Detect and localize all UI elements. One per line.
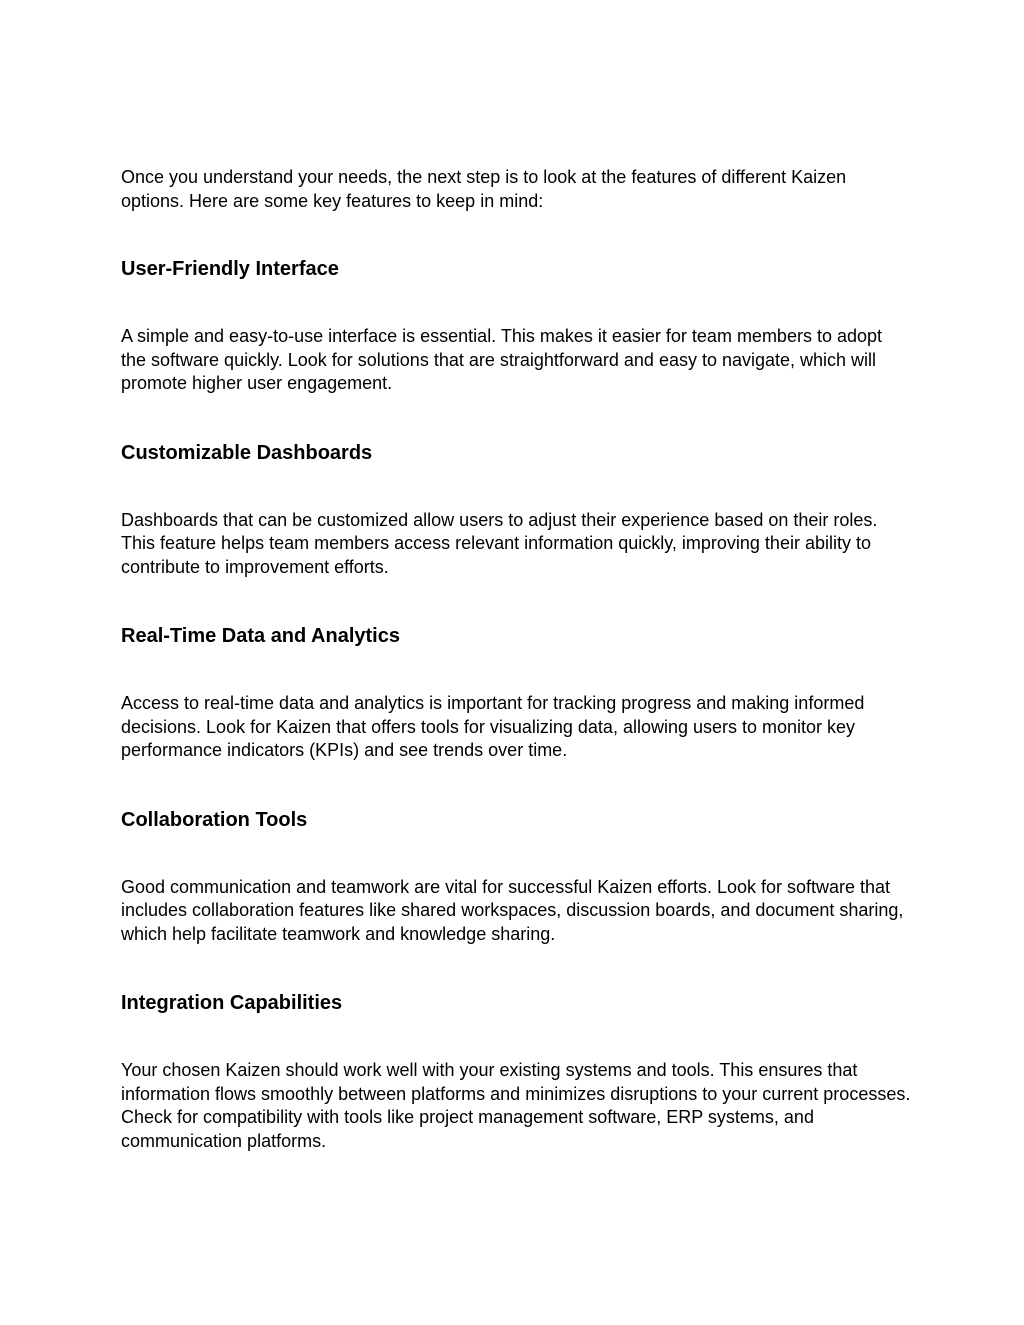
section-heading-real-time-data: Real-Time Data and Analytics xyxy=(121,625,400,647)
section-body-customizable-dashboards: Dashboards that can be customized allow users to adjust their experience based on their roles. This feature helps team members access relevant information quickly, improving their ability to contribute to improvement efforts. xyxy=(121,509,878,577)
section-heading-customizable-dashboards: Customizable Dashboards xyxy=(121,441,373,464)
section-body-real-time-data: Access to real-time data and analytics is important for tracking progress and making informed decisions. Look for Kaizen that offers tools for visualizing data, allowing users to monitor key performance indicators (KPIs) and see trends over time. xyxy=(121,693,865,760)
section-heading-collaboration-tools: Collaboration Tools xyxy=(121,808,308,831)
intro-paragraph: Once you understand your needs, the next step is to look at the features of different Kaizen options. Here are some key features to keep in mind: xyxy=(121,167,847,211)
section-heading-user-friendly-interface: User-Friendly Interface xyxy=(121,258,339,280)
section-body-user-friendly-interface: A simple and easy-to-use interface is essential. This makes it easier for team members to adopt the software quickly. Look for solutions that are straightforward and easy to navigate, which will promote higher user engagement. xyxy=(121,326,883,393)
document-content xyxy=(121,166,911,1198)
section-body-collaboration-tools: Good communication and teamwork are vital for successful Kaizen efforts. Look for software that includes collaboration features like shared workspaces, discussion boards, and document sharing, which help facilitate teamwork and knowledge sharing. xyxy=(121,876,904,944)
section-heading-integration-capabilities: Integration Capabilities xyxy=(121,992,343,1014)
section-body-integration-capabilities: Your chosen Kaizen should work well with your existing systems and tools. This ensures that information flows smoothly between platforms and minimizes disruptions to your current processes. Check for compatibility with tools like project management software, ERP systems, and communication platforms. xyxy=(121,1060,911,1151)
